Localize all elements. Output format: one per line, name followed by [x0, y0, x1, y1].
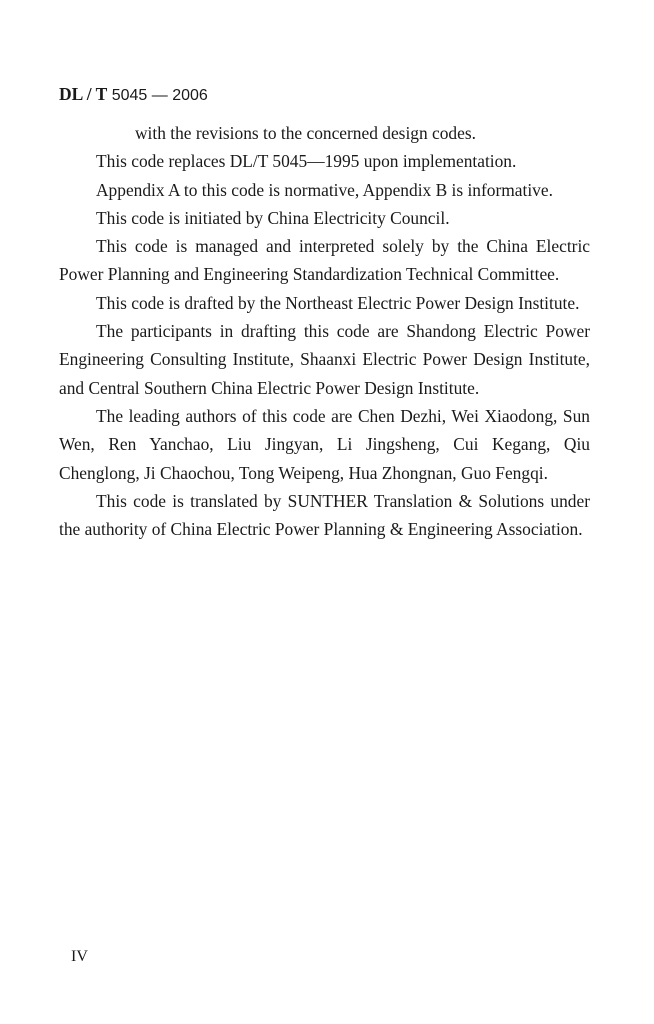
paragraph-authors: The leading authors of this code are Chen Dezhi, Wei Xiaodong, Sun Wen, Ren Yanchao, Liu Jingyan, Li Jingsheng, Cui Kegang, Qiu Chenglong, Ji Chaochou, Tong Weipeng, Hua Zhongnan, Guo Fengqi.	[59, 405, 590, 483]
paragraph-initiated: This code is initiated by China Electricity Council.	[96, 207, 450, 228]
running-header	[59, 82, 208, 108]
header-code-number: 5045 — 2006	[111, 87, 208, 104]
paragraph-continuation: with the revisions to the concerned design codes.	[135, 123, 476, 143]
paragraph-appendix: Appendix A to this code is normative, Appendix B is informative.	[96, 179, 553, 200]
page-number: IV	[71, 948, 88, 965]
paragraph-participants: The participants in drafting this code are Shandong Electric Power Engineering Consulting Institute, Shaanxi Electric Power Design Institute, and Central Southern China Electric Power Design Institute.	[59, 321, 590, 398]
header-code-id: DL / T	[59, 84, 108, 104]
body-text	[59, 119, 590, 543]
paragraph-managed: This code is managed and interpreted solely by the China Electric Power Planning and Engineering Standardization Technical Committee.	[59, 236, 590, 285]
paragraph-replacement: This code replaces DL/T 5045—1995 upon implementation.	[96, 151, 517, 172]
paragraph-drafted: This code is drafted by the Northeast Electric Power Design Institute.	[96, 292, 580, 313]
paragraph-translation: This code is translated by SUNTHER Translation & Solutions under the authority of China Electric Power Planning & Engineering Association.	[59, 490, 590, 540]
